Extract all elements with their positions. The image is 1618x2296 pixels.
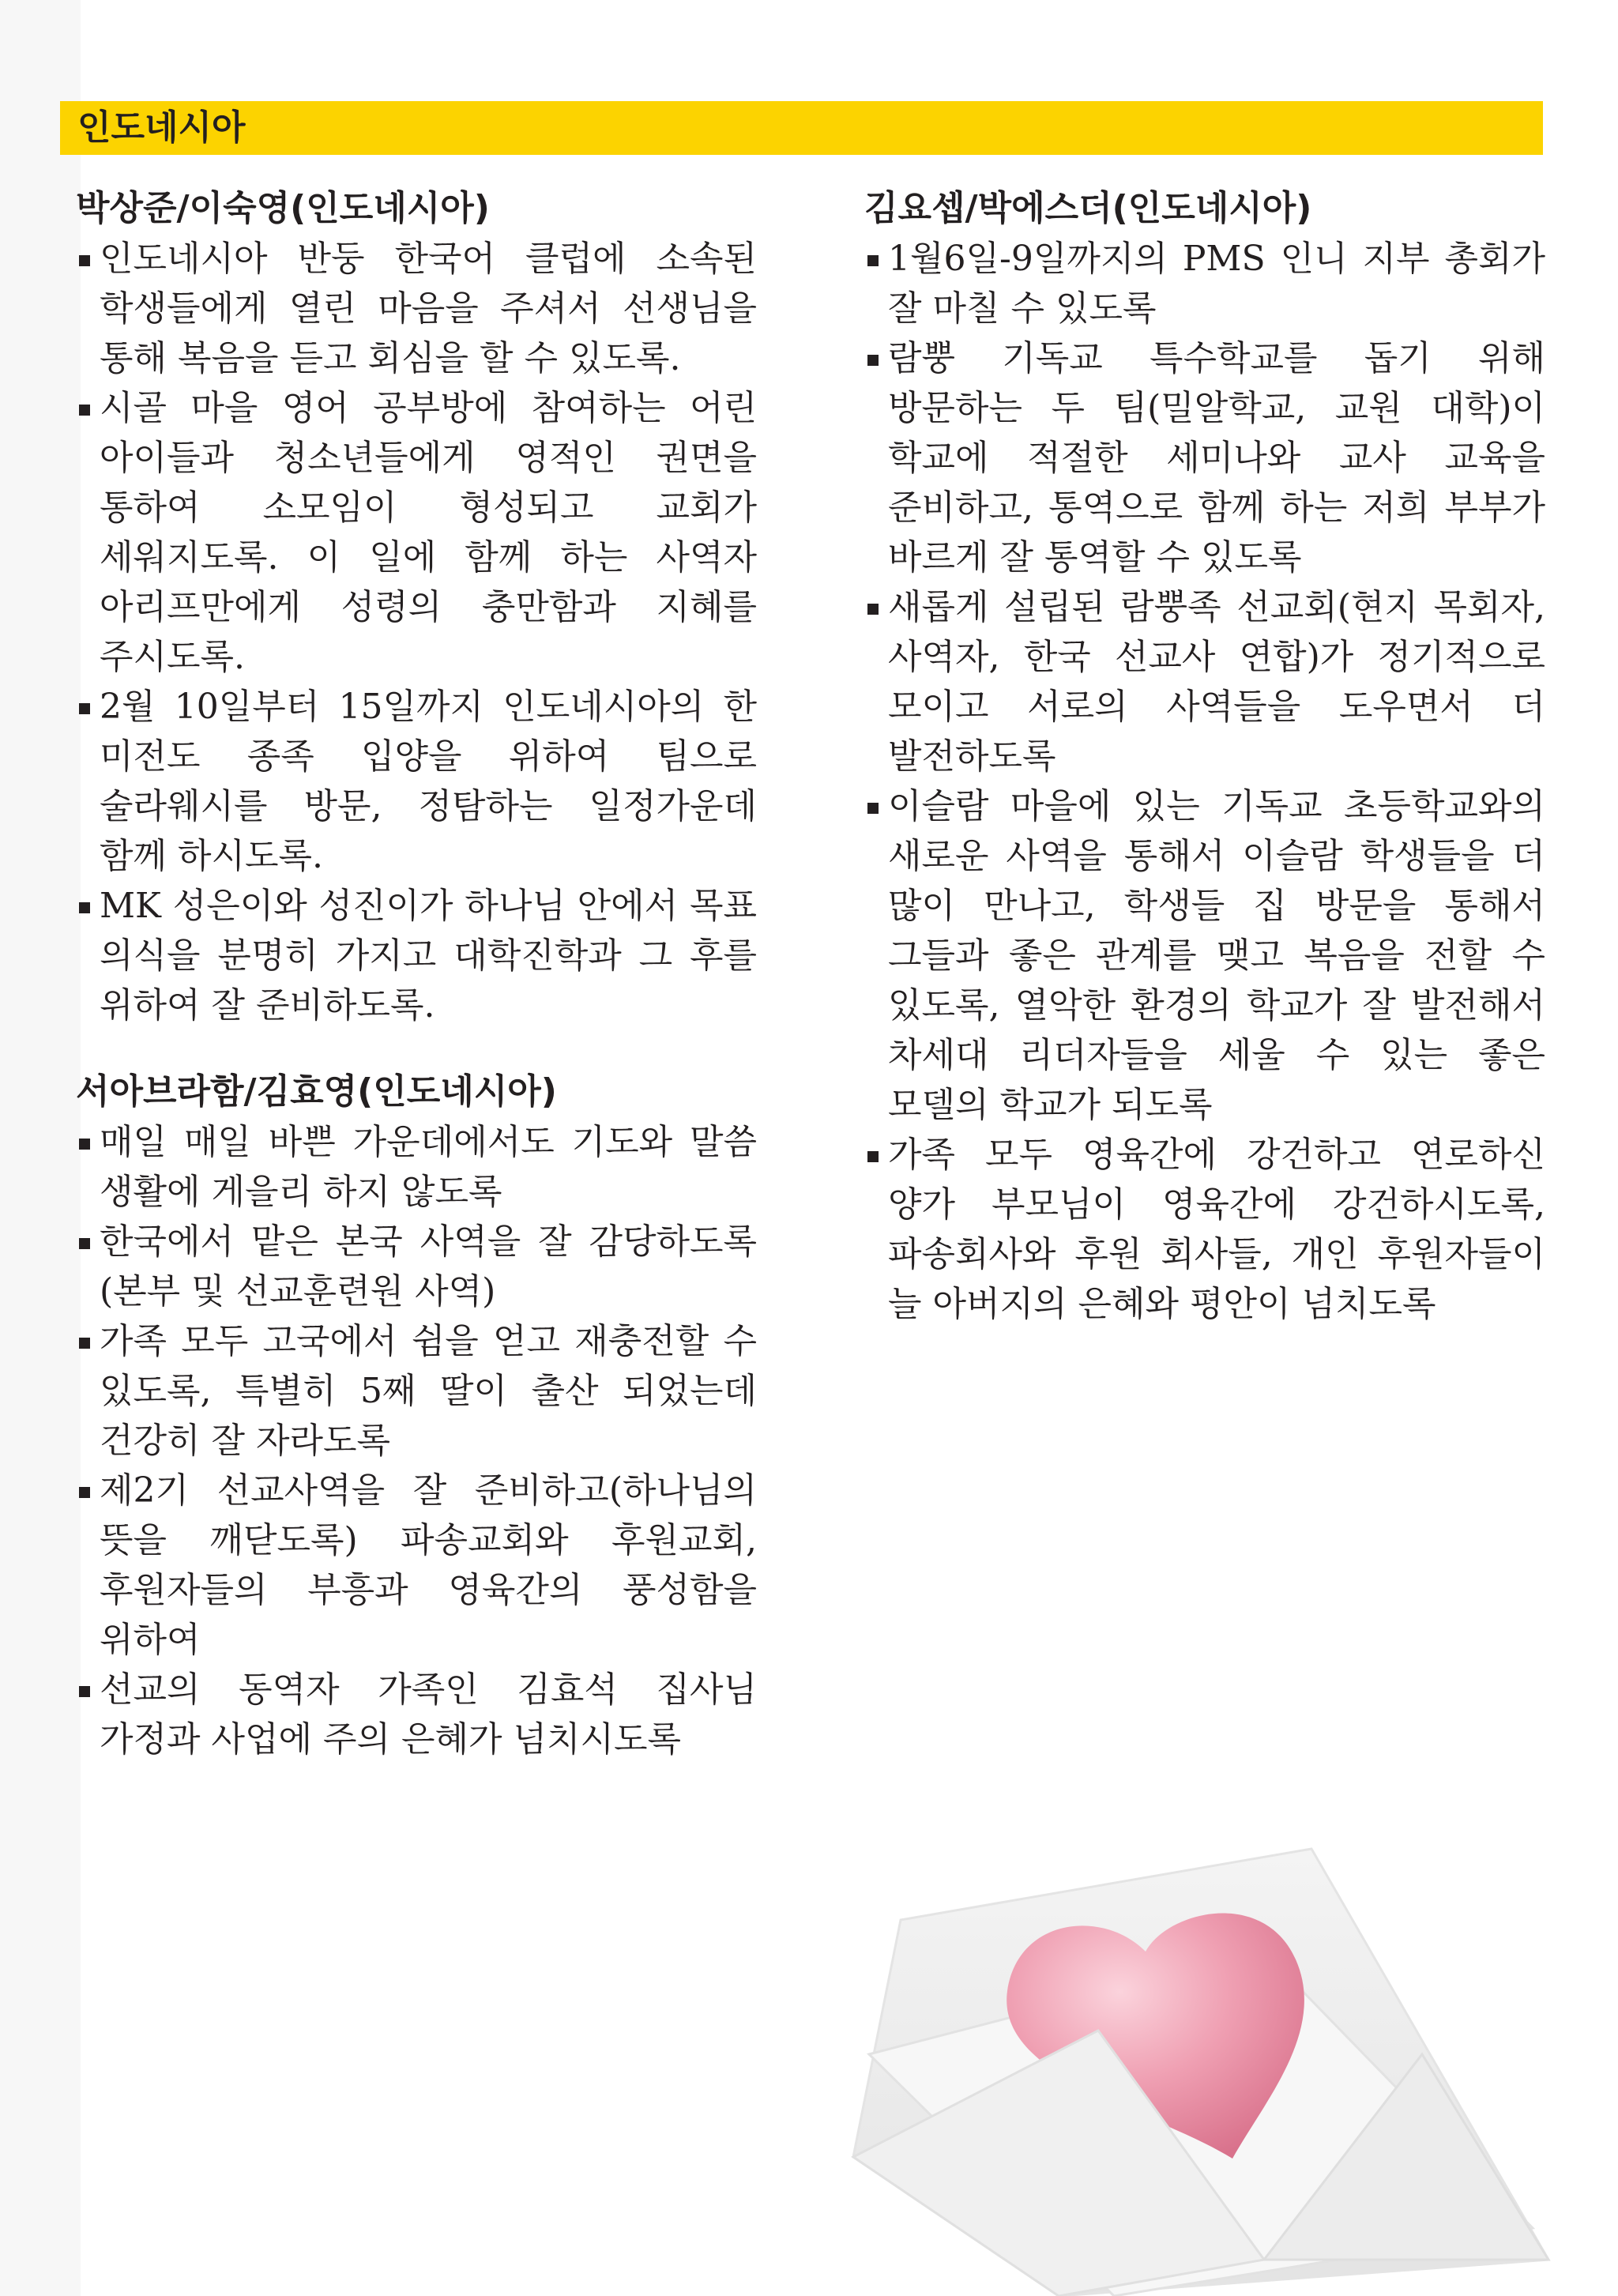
- left-column: [76, 185, 757, 1802]
- prayer-item: [76, 1665, 757, 1764]
- missionary-block: [76, 185, 757, 1030]
- prayer-text: 시골 마을 영어 공부방에 참여하는 어린 아이들과 청소년들에게 영적인 권면을 통하여 소모임이 형성되고 교회가 세워지도록. 이 일에 함께 하는 사역자 아리프만에게 성령의 충만함과 지혜를 주시도록.: [100, 388, 757, 677]
- bullet-icon: [79, 255, 90, 266]
- prayer-text: 새롭게 설립된 람뿡족 선교회(현지 목회자, 사역자, 한국 선교사 연합)가 정기적으로 모이고 서로의 사역들을 도우면서 더 발전하도록: [888, 587, 1545, 777]
- bullet-icon: [79, 703, 90, 714]
- prayer-item: [76, 383, 757, 682]
- missionary-block: [864, 185, 1545, 1329]
- prayer-text: 제2기 선교사역을 잘 준비하고(하나님의 뜻을 깨닫도록) 파송교회와 후원교회, 후원자들의 부흥과 영육간의 풍성함을 위하여: [100, 1470, 757, 1660]
- prayer-item: [76, 1217, 757, 1316]
- prayer-text: 1월6일-9일까지의 PMS 인니 지부 총회가 잘 마칠 수 있도록: [888, 239, 1545, 329]
- bullet-icon: [867, 355, 879, 366]
- right-column: [864, 185, 1545, 1367]
- section-banner: [60, 101, 1543, 155]
- prayer-item: [76, 1117, 757, 1217]
- missionary-block: [76, 1068, 757, 1764]
- bullet-icon: [867, 255, 879, 266]
- prayer-item: [864, 781, 1545, 1130]
- prayer-list: [76, 234, 757, 1030]
- prayer-text: MK 성은이와 성진이가 하나님 안에서 목표 의식을 분명히 가지고 대학진학과 그 후를 위하여 잘 준비하도록.: [100, 886, 757, 1026]
- bullet-icon: [79, 1686, 90, 1697]
- bullet-icon: [79, 1487, 90, 1498]
- missionary-name: 박상준/이숙영(인도네시아): [76, 188, 490, 228]
- missionary-name: 서아브라함/김효영(인도네시아): [76, 1071, 557, 1112]
- bullet-icon: [867, 604, 879, 615]
- bullet-icon: [867, 1151, 879, 1162]
- left-margin-stripe: [0, 0, 81, 2296]
- prayer-text: 2월 10일부터 15일까지 인도네시아의 한 미전도 종족 입양을 위하여 팀으로 술라웨시를 방문, 정탐하는 일정가운데 함께 하시도록.: [100, 687, 757, 876]
- bullet-icon: [79, 1139, 90, 1150]
- prayer-text: 람뿡 기독교 특수학교를 돕기 위해 방문하는 두 팀(밀알학교, 교원 대학)이 학교에 적절한 세미나와 교사 교육을 준비하고, 통역으로 함께 하는 저희 부부가 바르게 잘 통역할 수 있도록: [888, 338, 1545, 578]
- prayer-item: [76, 1316, 757, 1466]
- prayer-text: 한국에서 맡은 본국 사역을 잘 감당하도록(본부 및 선교훈련원 사역): [100, 1221, 757, 1312]
- prayer-item: [76, 1466, 757, 1665]
- prayer-text: 가족 모두 고국에서 쉼을 얻고 재충전할 수 있도록, 특별히 5째 딸이 출산 되었는데 건강히 잘 자라도록: [100, 1321, 757, 1461]
- prayer-item: [864, 582, 1545, 781]
- section-title: 인도네시아: [77, 107, 246, 148]
- prayer-text: 선교의 동역자 가족인 김효석 집사님 가정과 사업에 주의 은혜가 넘치시도록: [100, 1669, 757, 1760]
- bullet-icon: [867, 803, 879, 814]
- prayer-item: [76, 682, 757, 881]
- bullet-icon: [79, 1238, 90, 1249]
- prayer-item: [864, 1130, 1545, 1329]
- heart-envelope-icon: [822, 1817, 1580, 2296]
- prayer-list: [76, 1117, 757, 1764]
- prayer-item: [76, 881, 757, 1030]
- missionary-name: 김요셉/박에스더(인도네시아): [864, 188, 1312, 228]
- bullet-icon: [79, 902, 90, 913]
- bullet-icon: [79, 405, 90, 416]
- prayer-item: [864, 234, 1545, 333]
- prayer-text: 이슬람 마을에 있는 기독교 초등학교와의 새로운 사역을 통해서 이슬람 학생들을 더 많이 만나고, 학생들 집 방문을 통해서 그들과 좋은 관계를 맺고 복음을 전할 수 있도록, 열악한 환경의 학교가 잘 발전해서 차세대 리더자들을 세울 수 있는 좋은 모델의 학교가 되도록: [888, 786, 1545, 1125]
- prayer-item: [864, 333, 1545, 582]
- prayer-text: 매일 매일 바쁜 가운데에서도 기도와 말씀 생활에 게을리 하지 않도록: [100, 1122, 757, 1212]
- prayer-text: 인도네시아 반둥 한국어 클럽에 소속된 학생들에게 열린 마음을 주셔서 선생님을 통해 복음을 듣고 회심을 할 수 있도록.: [100, 239, 757, 378]
- prayer-item: [76, 234, 757, 383]
- prayer-list: [864, 234, 1545, 1329]
- prayer-text: 가족 모두 영육간에 강건하고 연로하신 양가 부모님이 영육간에 강건하시도록, 파송회사와 후원 회사들, 개인 후원자들이 늘 아버지의 은혜와 평안이 넘치도록: [888, 1135, 1545, 1324]
- bullet-icon: [79, 1338, 90, 1349]
